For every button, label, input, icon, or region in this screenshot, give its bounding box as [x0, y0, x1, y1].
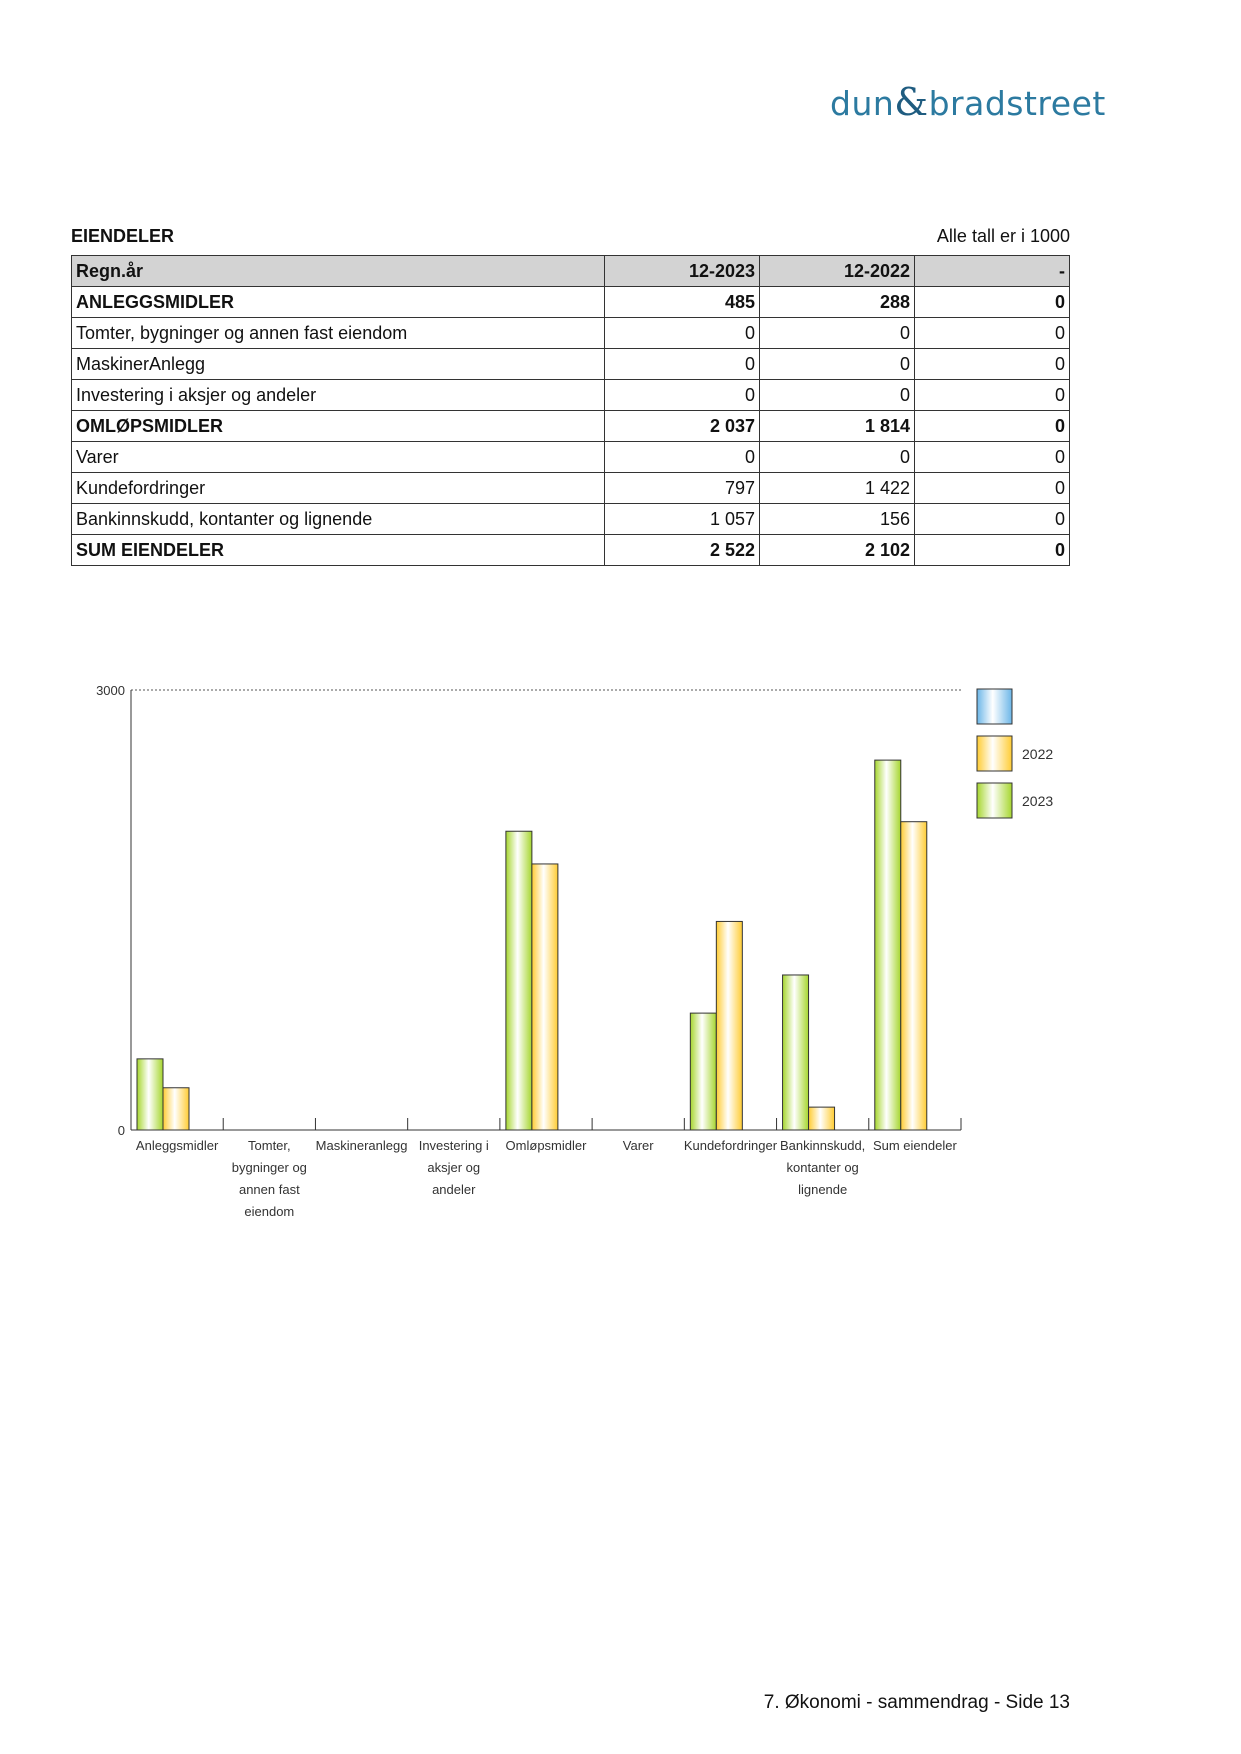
value-empty-year: 0	[915, 411, 1070, 442]
value-2023: 2 522	[605, 535, 760, 566]
header-2023: 12-2023	[605, 256, 760, 287]
y-tick-label: 0	[117, 1123, 125, 1138]
value-empty-year: 0	[915, 504, 1070, 535]
x-tick-label: lignende	[798, 1182, 848, 1197]
table-row	[72, 473, 1070, 504]
value-empty-year: 0	[915, 318, 1070, 349]
x-tick-label: Kundefordringer	[683, 1138, 778, 1153]
value-2023: 0	[605, 318, 760, 349]
value-2022: 156	[760, 504, 915, 535]
table-row	[72, 504, 1070, 535]
value-2022: 0	[760, 349, 915, 380]
value-empty-year: 0	[915, 349, 1070, 380]
table-row	[72, 411, 1070, 442]
header-empty-year: -	[915, 256, 1070, 287]
value-2023: 2 037	[605, 411, 760, 442]
value-empty-year: 0	[915, 287, 1070, 318]
x-tick-label: Tomter,	[248, 1138, 291, 1153]
table-row	[72, 287, 1070, 318]
value-2022: 0	[760, 380, 915, 411]
x-tick-label: annen fast	[238, 1182, 300, 1197]
row-label: Tomter, bygninger og annen fast eiendom	[72, 318, 605, 349]
x-tick-label: andeler	[432, 1182, 476, 1197]
value-2022: 1 814	[760, 411, 915, 442]
unit-note: Alle tall er i 1000	[936, 226, 1070, 246]
x-tick-label: eiendom	[244, 1204, 295, 1219]
legend-swatch	[977, 689, 1012, 724]
x-tick-label: bygninger og	[231, 1160, 307, 1175]
row-label: Bankinnskudd, kontanter og lignende	[72, 504, 605, 535]
row-label: MaskinerAnlegg	[72, 349, 605, 380]
assets-bar-chart	[70, 670, 1080, 1240]
legend-label: 2023	[1022, 793, 1054, 809]
legend-label: 2022	[1022, 746, 1054, 762]
x-tick-label: Sum eiendeler	[872, 1138, 957, 1153]
table-row	[72, 349, 1070, 380]
assets-table	[71, 255, 1070, 566]
x-tick-label: Omløpsmidler	[505, 1138, 587, 1153]
row-label: OMLØPSMIDLER	[72, 411, 605, 442]
table-header-row	[72, 256, 1070, 287]
x-tick-label: Varer	[622, 1138, 654, 1153]
value-empty-year: 0	[915, 473, 1070, 504]
bar-2022	[163, 1088, 189, 1130]
bar-2023	[690, 1013, 716, 1130]
x-tick-label: Anleggsmidler	[135, 1138, 219, 1153]
bar-2022	[901, 822, 927, 1130]
legend-swatch	[977, 736, 1012, 771]
bar-2023	[875, 760, 901, 1130]
row-label: Investering i aksjer og andeler	[72, 380, 605, 411]
value-2022: 0	[760, 318, 915, 349]
bar-2023	[506, 831, 532, 1130]
bar-2022	[532, 864, 558, 1130]
value-2023: 0	[605, 380, 760, 411]
value-empty-year: 0	[915, 442, 1070, 473]
header-label: Regn.år	[72, 256, 605, 287]
bar-2023	[137, 1059, 163, 1130]
table-row	[72, 535, 1070, 566]
table-row	[72, 318, 1070, 349]
header-2022: 12-2022	[760, 256, 915, 287]
x-tick-label: Maskineranlegg	[315, 1138, 408, 1153]
table-row	[72, 380, 1070, 411]
row-label: Varer	[72, 442, 605, 473]
row-label: Kundefordringer	[72, 473, 605, 504]
value-2023: 485	[605, 287, 760, 318]
value-2023: 797	[605, 473, 760, 504]
value-empty-year: 0	[915, 380, 1070, 411]
legend-swatch	[977, 783, 1012, 818]
x-tick-label: Investering i	[418, 1138, 489, 1153]
section-title: EIENDELER	[71, 226, 175, 246]
page-footer: 7. Økonomi - sammendrag - Side 13	[763, 1692, 1070, 1713]
value-2022: 0	[760, 442, 915, 473]
value-2023: 0	[605, 442, 760, 473]
value-empty-year: 0	[915, 535, 1070, 566]
bar-2022	[716, 921, 742, 1130]
value-2023: 1 057	[605, 504, 760, 535]
value-2023: 0	[605, 349, 760, 380]
dun-bradstreet-logo: dun&bradstreet	[830, 80, 1106, 124]
row-label: ANLEGGSMIDLER	[72, 287, 605, 318]
row-label: SUM EIENDELER	[72, 535, 605, 566]
value-2022: 288	[760, 287, 915, 318]
x-tick-label: kontanter og	[786, 1160, 859, 1175]
value-2022: 1 422	[760, 473, 915, 504]
y-tick-label: 3000	[96, 683, 125, 698]
x-tick-label: Bankinnskudd,	[780, 1138, 866, 1153]
bar-2023	[783, 975, 809, 1130]
x-tick-label: aksjer og	[427, 1160, 481, 1175]
table-row	[72, 442, 1070, 473]
value-2022: 2 102	[760, 535, 915, 566]
bar-2022	[809, 1107, 835, 1130]
